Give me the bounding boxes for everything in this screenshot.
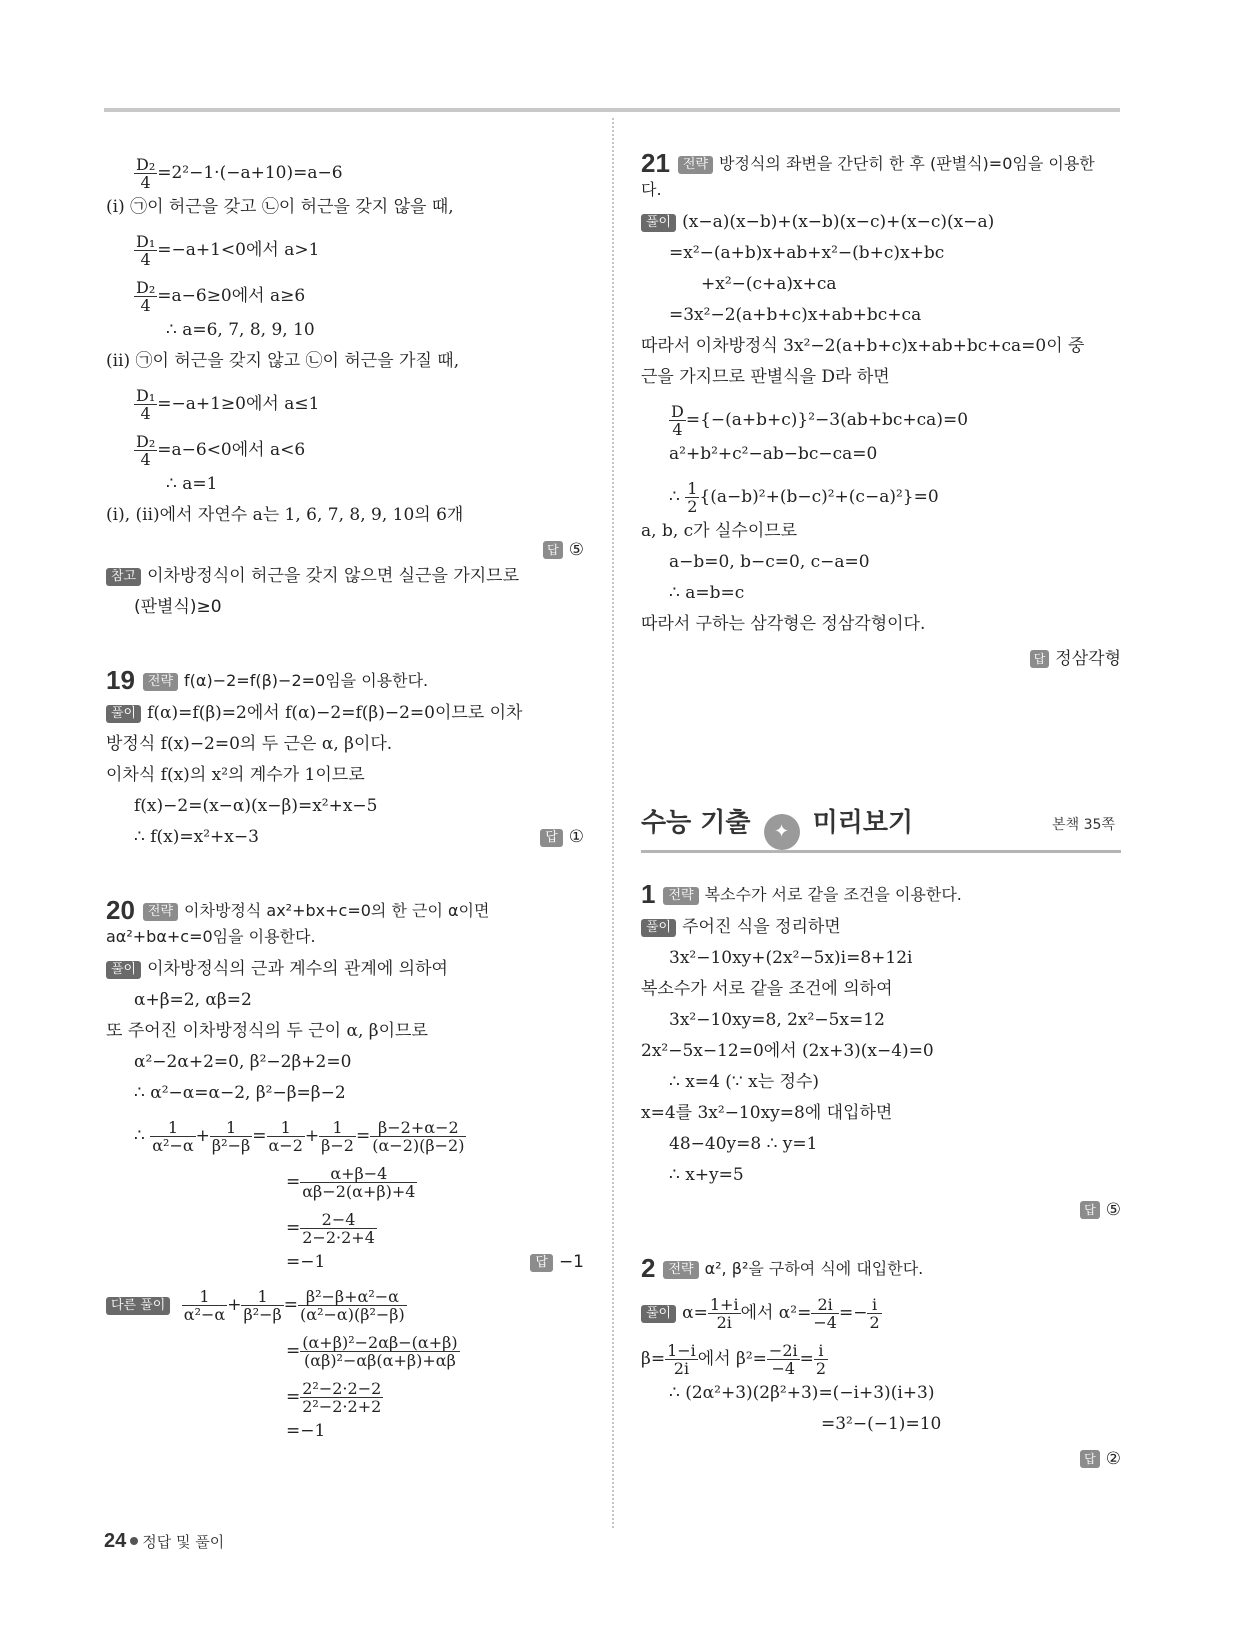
top-rule bbox=[104, 108, 1120, 112]
q21-solution-1: 풀이 (x−a)(x−b)+(x−b)(x−c)+(x−c)(x−a) bbox=[641, 211, 1121, 242]
eq-case2-d1: $\frac{\text{D₁}}{4}$ =−a+1≥0에서 a≤1 bbox=[136, 386, 320, 423]
p1-solution-2: 3x²−10xy+(2x²−5x)i=8+12i bbox=[669, 948, 913, 968]
question-20-header: 20 전략 이차방정식 ax²+bx+c=0의 한 근이 α이면 bbox=[106, 895, 490, 925]
answer-18: 답 ⑤ bbox=[106, 535, 584, 565]
conclusion-18: (ⅰ), (ⅱ)에서 자연수 a는 1, 6, 7, 8, 9, 10의 6개 bbox=[106, 505, 464, 525]
q19-solution-5: ∴ f(x)=x²+x−3 답 ① bbox=[134, 827, 584, 847]
column-divider bbox=[612, 118, 614, 1528]
q19-solution-3: 이차식 f(x)의 x²의 계수가 1이므로 bbox=[106, 765, 365, 785]
q21-solution-10: ∴ a=b=c bbox=[669, 583, 745, 603]
q20-solution-3: 또 주어진 이차방정식의 두 근이 α, β이므로 bbox=[106, 1021, 428, 1041]
q20-alt-solution-3: = $\frac{\text{2²−2·2−2}}{\text{2²−2·2+2}}$ bbox=[286, 1379, 382, 1416]
q21-solution-6: 근을 가지므로 판별식을 D라 하면 bbox=[641, 367, 890, 387]
question-21-header: 21 전략 방정식의 좌변을 간단히 한 후 (판별식)=0임을 이용한 bbox=[641, 148, 1095, 178]
q20-solution-4: α²−2α+2=0, β²−2β+2=0 bbox=[134, 1052, 352, 1072]
q20-solution-5: ∴ α²−α=α−2, β²−β=β−2 bbox=[134, 1083, 346, 1103]
p1-solution-3: 복소수가 서로 같을 조건에 의하여 bbox=[641, 979, 893, 999]
q21-solution-7: a²+b²+c²−ab−bc−ca=0 bbox=[669, 444, 878, 464]
p2-solution-4: =3²−(−1)=10 bbox=[821, 1414, 942, 1434]
bullet-icon bbox=[130, 1537, 138, 1545]
q20-alt-solution-1: 다른 풀이 $\frac{1}{\text{α²−α}}$ + $\frac{1}{\text{β²−β}}$ = $\frac{\text{β²−β+α²−α}}{\text{(α²−α)(β²−β)}}$ bbox=[106, 1282, 584, 1328]
q20-result: =−1 답 −1 bbox=[286, 1252, 584, 1272]
p1-solution-6: ∴ x=4 (∵ x는 정수) bbox=[669, 1072, 820, 1092]
p1-solution-1: 풀이 주어진 식을 정리하면 bbox=[641, 916, 1121, 947]
eq-case2-d2: $\frac{\text{D₂}}{4}$ =a−6<0에서 a<6 bbox=[136, 432, 306, 469]
section-title: 수능 기출 ✦ 미리보기 bbox=[641, 802, 913, 850]
q20-fraction-1: ∴ $\frac{1}{\text{α²−α}}$ + $\frac{1}{\text{β²−β}}$ = $\frac{1}{\alpha-2}$ + $\frac{1}{\beta-2}$ = $\frac{\beta-2+\alpha-2}{(\alpha-2)(\beta-2)}$ bbox=[134, 1118, 465, 1155]
reference-note-2: (판별식)≥0 bbox=[134, 597, 222, 617]
p2-alpha: 풀이 α= $\frac{1+i}{2i}$ 에서 α²= $\frac{2i}{-4}$ =− $\frac{i}{2}$ bbox=[641, 1290, 1121, 1336]
q20-solution-1: 풀이 이차방정식의 근과 계수의 관계에 의하여 bbox=[106, 958, 584, 989]
page-footer bbox=[104, 1530, 224, 1553]
eq-case1-d2: $\frac{\text{D₂}}{4}$ =a−6≥0에서 a≥6 bbox=[136, 278, 306, 315]
left-column bbox=[106, 150, 584, 1451]
q20-alt-solution-2: = $\frac{\text{(α+β)²−2αβ−(α+β)}}{\text{(αβ)²−αβ(α+β)+αβ}}$ bbox=[286, 1333, 458, 1370]
q21-solution-2: =x²−(a+b)x+ab+x²−(b+c)x+bc bbox=[669, 243, 945, 263]
q21-solution-3: +x²−(c+a)x+ca bbox=[701, 274, 837, 294]
p1-solution-8: 48−40y=8 ∴ y=1 bbox=[669, 1134, 818, 1154]
p2-beta: β= $\frac{1-i}{2i}$ 에서 β²= $\frac{-2i}{-4}$ = $\frac{i}{2}$ bbox=[641, 1341, 827, 1378]
case-1-text: (ⅰ) ㉠이 허근을 갖고 ㉡이 허근을 갖지 않을 때, bbox=[106, 197, 454, 217]
answer-p2: 답 ② bbox=[641, 1444, 1121, 1474]
case2-result: ∴ a=1 bbox=[166, 474, 218, 494]
footer-title: 정답 및 풀이 bbox=[142, 1533, 225, 1551]
question-19-header: 19 전략 f(α)−2=f(β)−2=0임을 이용한다. bbox=[106, 665, 429, 695]
p1-solution-9: ∴ x+y=5 bbox=[669, 1165, 744, 1185]
right-column bbox=[641, 150, 1121, 1474]
answer-21: 답 정삼각형 bbox=[641, 644, 1121, 674]
q19-solution-4: f(x)−2=(x−α)(x−β)=x²+x−5 bbox=[134, 796, 378, 816]
p1-solution-4: 3x²−10xy=8, 2x²−5x=12 bbox=[669, 1010, 885, 1030]
q21-solution-9: a−b=0, b−c=0, c−a=0 bbox=[669, 552, 870, 572]
problem-2-header: 2 전략 α², β²을 구하여 식에 대입한다. bbox=[641, 1253, 924, 1283]
page-number: 24 bbox=[104, 1530, 127, 1552]
q20-fraction-3: = $\frac{2-4}{2-2\cdot 2+4}$ bbox=[286, 1210, 375, 1247]
p1-solution-5: 2x²−5x−12=0에서 (2x+3)(x−4)=0 bbox=[641, 1041, 934, 1061]
case1-result: ∴ a=6, 7, 8, 9, 10 bbox=[166, 320, 315, 340]
question-20-header-2: aα²+bα+c=0임을 이용한다. bbox=[106, 927, 316, 946]
question-21-header-2: 다. bbox=[641, 180, 662, 199]
reference-note: 참고 이차방정식이 허근을 갖지 않으면 실근을 가지므로 bbox=[106, 565, 584, 596]
q19-solution-1: 풀이 f(α)=f(β)=2에서 f(α)−2=f(β)−2=0이므로 이차 bbox=[106, 702, 584, 733]
q21-solution-11: 따라서 구하는 삼각형은 정삼각형이다. bbox=[641, 614, 926, 634]
q20-fraction-2: = $\frac{\alpha+\beta-4}{\alpha\beta-2(\alpha+\beta)+4}$ bbox=[286, 1164, 416, 1201]
case-2-text: (ⅱ) ㉠이 허근을 갖지 않고 ㉡이 허근을 가질 때, bbox=[106, 351, 460, 371]
section-page-ref: 본책 35쪽 bbox=[1052, 817, 1115, 833]
section-header bbox=[641, 794, 1121, 853]
problem-1-header: 1 전략 복소수가 서로 같을 조건을 이용한다. bbox=[641, 879, 962, 909]
p2-solution-3: ∴ (2α²+3)(2β²+3)=(−i+3)(i+3) bbox=[669, 1383, 935, 1403]
q21-solution-8: a, b, c가 실수이므로 bbox=[641, 521, 798, 541]
q21-solution-5: 따라서 이차방정식 3x²−2(a+b+c)x+ab+bc+ca=0이 중 bbox=[641, 336, 1085, 356]
eq-case1-d1: $\frac{\text{D₁}}{4}$ =−a+1<0에서 a>1 bbox=[136, 232, 320, 269]
p1-solution-7: x=4를 3x²−10xy=8에 대입하면 bbox=[641, 1103, 893, 1123]
q21-discriminant: $\frac{D}{4}$ ={−(a+b+c)}²−3(ab+bc+ca)=0 bbox=[671, 402, 969, 439]
eq-d2: $\frac{\text{D₂}}{4}$ =2²−1·(−a+10)=a−6 bbox=[136, 155, 343, 192]
q20-alt-result: =−1 bbox=[286, 1421, 326, 1441]
q20-solution-2: α+β=2, αβ=2 bbox=[134, 990, 252, 1010]
q21-solution-4: =3x²−2(a+b+c)x+ab+bc+ca bbox=[669, 305, 922, 325]
q19-solution-2: 방정식 f(x)−2=0의 두 근은 α, β이다. bbox=[106, 734, 393, 754]
rabbit-hat-icon: ✦ bbox=[764, 814, 800, 850]
q21-half-sum: ∴ $\frac{1}{2}$ {(a−b)²+(b−c)²+(c−a)²}=0 bbox=[669, 479, 939, 516]
answer-p1: 답 ⑤ bbox=[641, 1195, 1121, 1225]
